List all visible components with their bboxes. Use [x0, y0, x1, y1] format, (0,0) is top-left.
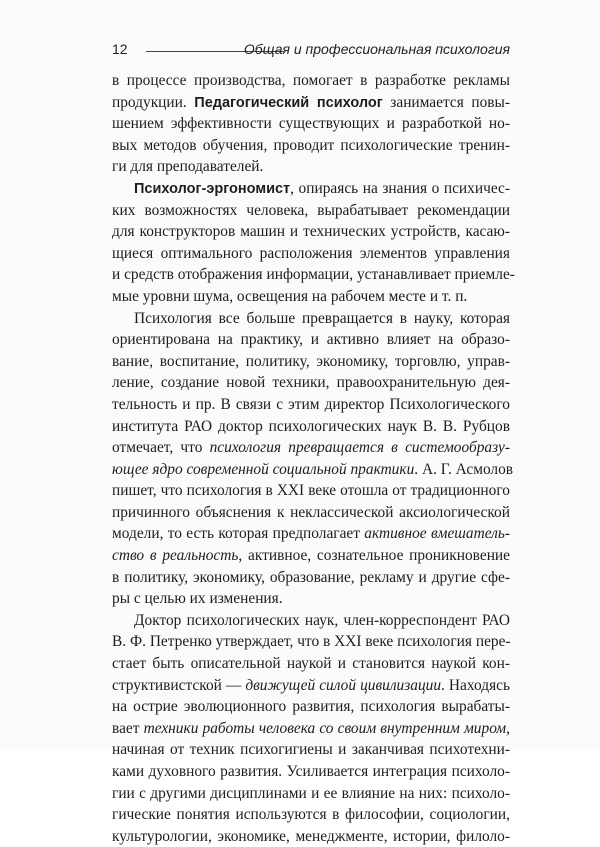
text-run: Психология все больше превращается в науку, которая	[134, 309, 510, 327]
text-run: щиеся оптимального расположения элементов управления	[112, 244, 510, 262]
running-head: Общая и профессиональная психология	[243, 41, 510, 57]
body-text	[112, 70, 515, 847]
text-line	[112, 264, 515, 286]
text-run: ги для преподавателей.	[112, 158, 264, 176]
text-run: ками духовного развития. Усиливается интеграция психоло-	[112, 763, 510, 780]
text-run: для конструкторов машин и технических устройств, касаю-	[112, 223, 510, 241]
text-run: ких возможностях человека, вырабатывает рекомендации	[112, 201, 510, 219]
text-line	[112, 761, 510, 783]
text-run: гические понятия используются в философии, социологии,	[112, 806, 510, 824]
text-line	[112, 416, 510, 438]
text-line	[112, 696, 510, 718]
text-run: . А. Г. Асмолов	[414, 460, 514, 478]
text-run: активное вмешатель-	[364, 525, 510, 543]
text-run: В. Ф. Петренко утверждает, что в XXI веке психология пере-	[112, 633, 511, 651]
text-run: в политику, экономику, образование, рекламу и другие сфе-	[112, 568, 510, 586]
text-line	[112, 329, 510, 351]
text-run: гии с другими дисциплинами и ее влияние на них: психоло-	[112, 784, 510, 802]
text-line	[112, 480, 510, 502]
text-run: Педагогический психолог	[194, 94, 383, 111]
text-line	[112, 178, 510, 200]
text-line	[112, 804, 510, 826]
text-line	[112, 372, 510, 394]
text-run: занимается повы-	[382, 93, 510, 111]
text-line	[112, 718, 510, 740]
page-number: 12	[112, 41, 128, 57]
text-line	[112, 459, 514, 481]
text-line	[112, 675, 510, 697]
text-line	[112, 653, 510, 675]
text-line	[112, 113, 510, 135]
text-line	[112, 200, 510, 222]
text-line	[112, 243, 510, 265]
text-run: техники работы человека со своим внутренним миром	[143, 719, 507, 737]
text-run: Доктор психологических наук, член-корреспондент РАО	[134, 611, 510, 629]
text-line	[112, 351, 510, 373]
text-run: Психолог-эргономист	[134, 180, 291, 197]
text-run: ющее ядро современной социальной практики	[112, 460, 415, 478]
text-run: культурологии, экономике, менеджменте, истории, филоло-	[112, 827, 510, 845]
text-line	[112, 523, 510, 545]
text-run: , опираясь на знания о психичес-	[290, 179, 510, 197]
text-run: на острие эволюционного развития, психология вырабаты-	[112, 698, 510, 716]
text-line	[112, 567, 510, 589]
text-line	[112, 588, 510, 610]
text-run: отмечает, что	[112, 439, 210, 457]
text-run: института РАО доктор психологических наук В. В. Рубцов	[112, 417, 510, 435]
text-line	[112, 286, 510, 308]
text-run: вание, воспитание, политику, экономику, торговлю, управ-	[112, 352, 510, 370]
text-run: , активное, сознательное проникновение	[238, 547, 510, 565]
text-run: вает	[112, 719, 144, 737]
text-line	[112, 739, 510, 761]
text-line	[112, 135, 510, 157]
text-run: стает быть описательной наукой и становится наукой кон-	[112, 655, 510, 673]
page-header	[112, 36, 510, 62]
text-line	[112, 92, 510, 114]
text-line	[112, 308, 510, 330]
text-run: ,	[506, 719, 510, 737]
text-run: ление, создание новой техники, правоохранительную дея-	[112, 374, 510, 392]
text-run: структивистской —	[112, 676, 246, 694]
text-line	[112, 70, 510, 92]
text-run: шением эффективности существующих и разработкой но-	[112, 115, 510, 133]
text-run: начиная от техник психогигиены и заканчивая психотехни-	[112, 741, 510, 759]
text-run: психология превращается в системообразу-	[209, 439, 510, 457]
text-run: пишет, что психология в XXI веке отошла от традиционного	[112, 482, 510, 500]
text-run: и средств отображения информации, устанавливает приемле-	[112, 266, 515, 284]
text-run: ство в реальность	[112, 547, 239, 565]
text-line	[112, 502, 510, 524]
text-run: продукции.	[112, 93, 195, 111]
text-line	[112, 631, 510, 653]
text-run: в процессе производства, помогает в разработке рекламы	[112, 72, 510, 89]
text-line	[112, 826, 510, 847]
text-run: тельность и пр. В связи с этим директор Психологического	[112, 395, 510, 413]
text-run: причинного объяснения к неклассической аксиологической	[112, 503, 510, 521]
text-line	[112, 783, 510, 805]
text-run: вых методов обучения, проводит психологические тренин-	[112, 136, 510, 154]
text-line	[112, 437, 510, 459]
text-run: ры с целью их изменения.	[112, 590, 283, 608]
text-line	[112, 394, 510, 416]
text-line	[112, 156, 510, 178]
text-line	[112, 221, 510, 243]
text-run: модели, то есть которая предполагает	[112, 525, 365, 543]
text-line	[112, 610, 510, 632]
text-run: мые уровни шума, освещения на рабочем месте и т. п.	[112, 287, 468, 305]
text-run: движущей силой цивилизации	[245, 676, 442, 694]
text-run: . Находясь	[441, 676, 510, 694]
text-line	[112, 545, 510, 567]
text-run: ориентирована на практику, и активно влияет на образо-	[112, 331, 510, 349]
